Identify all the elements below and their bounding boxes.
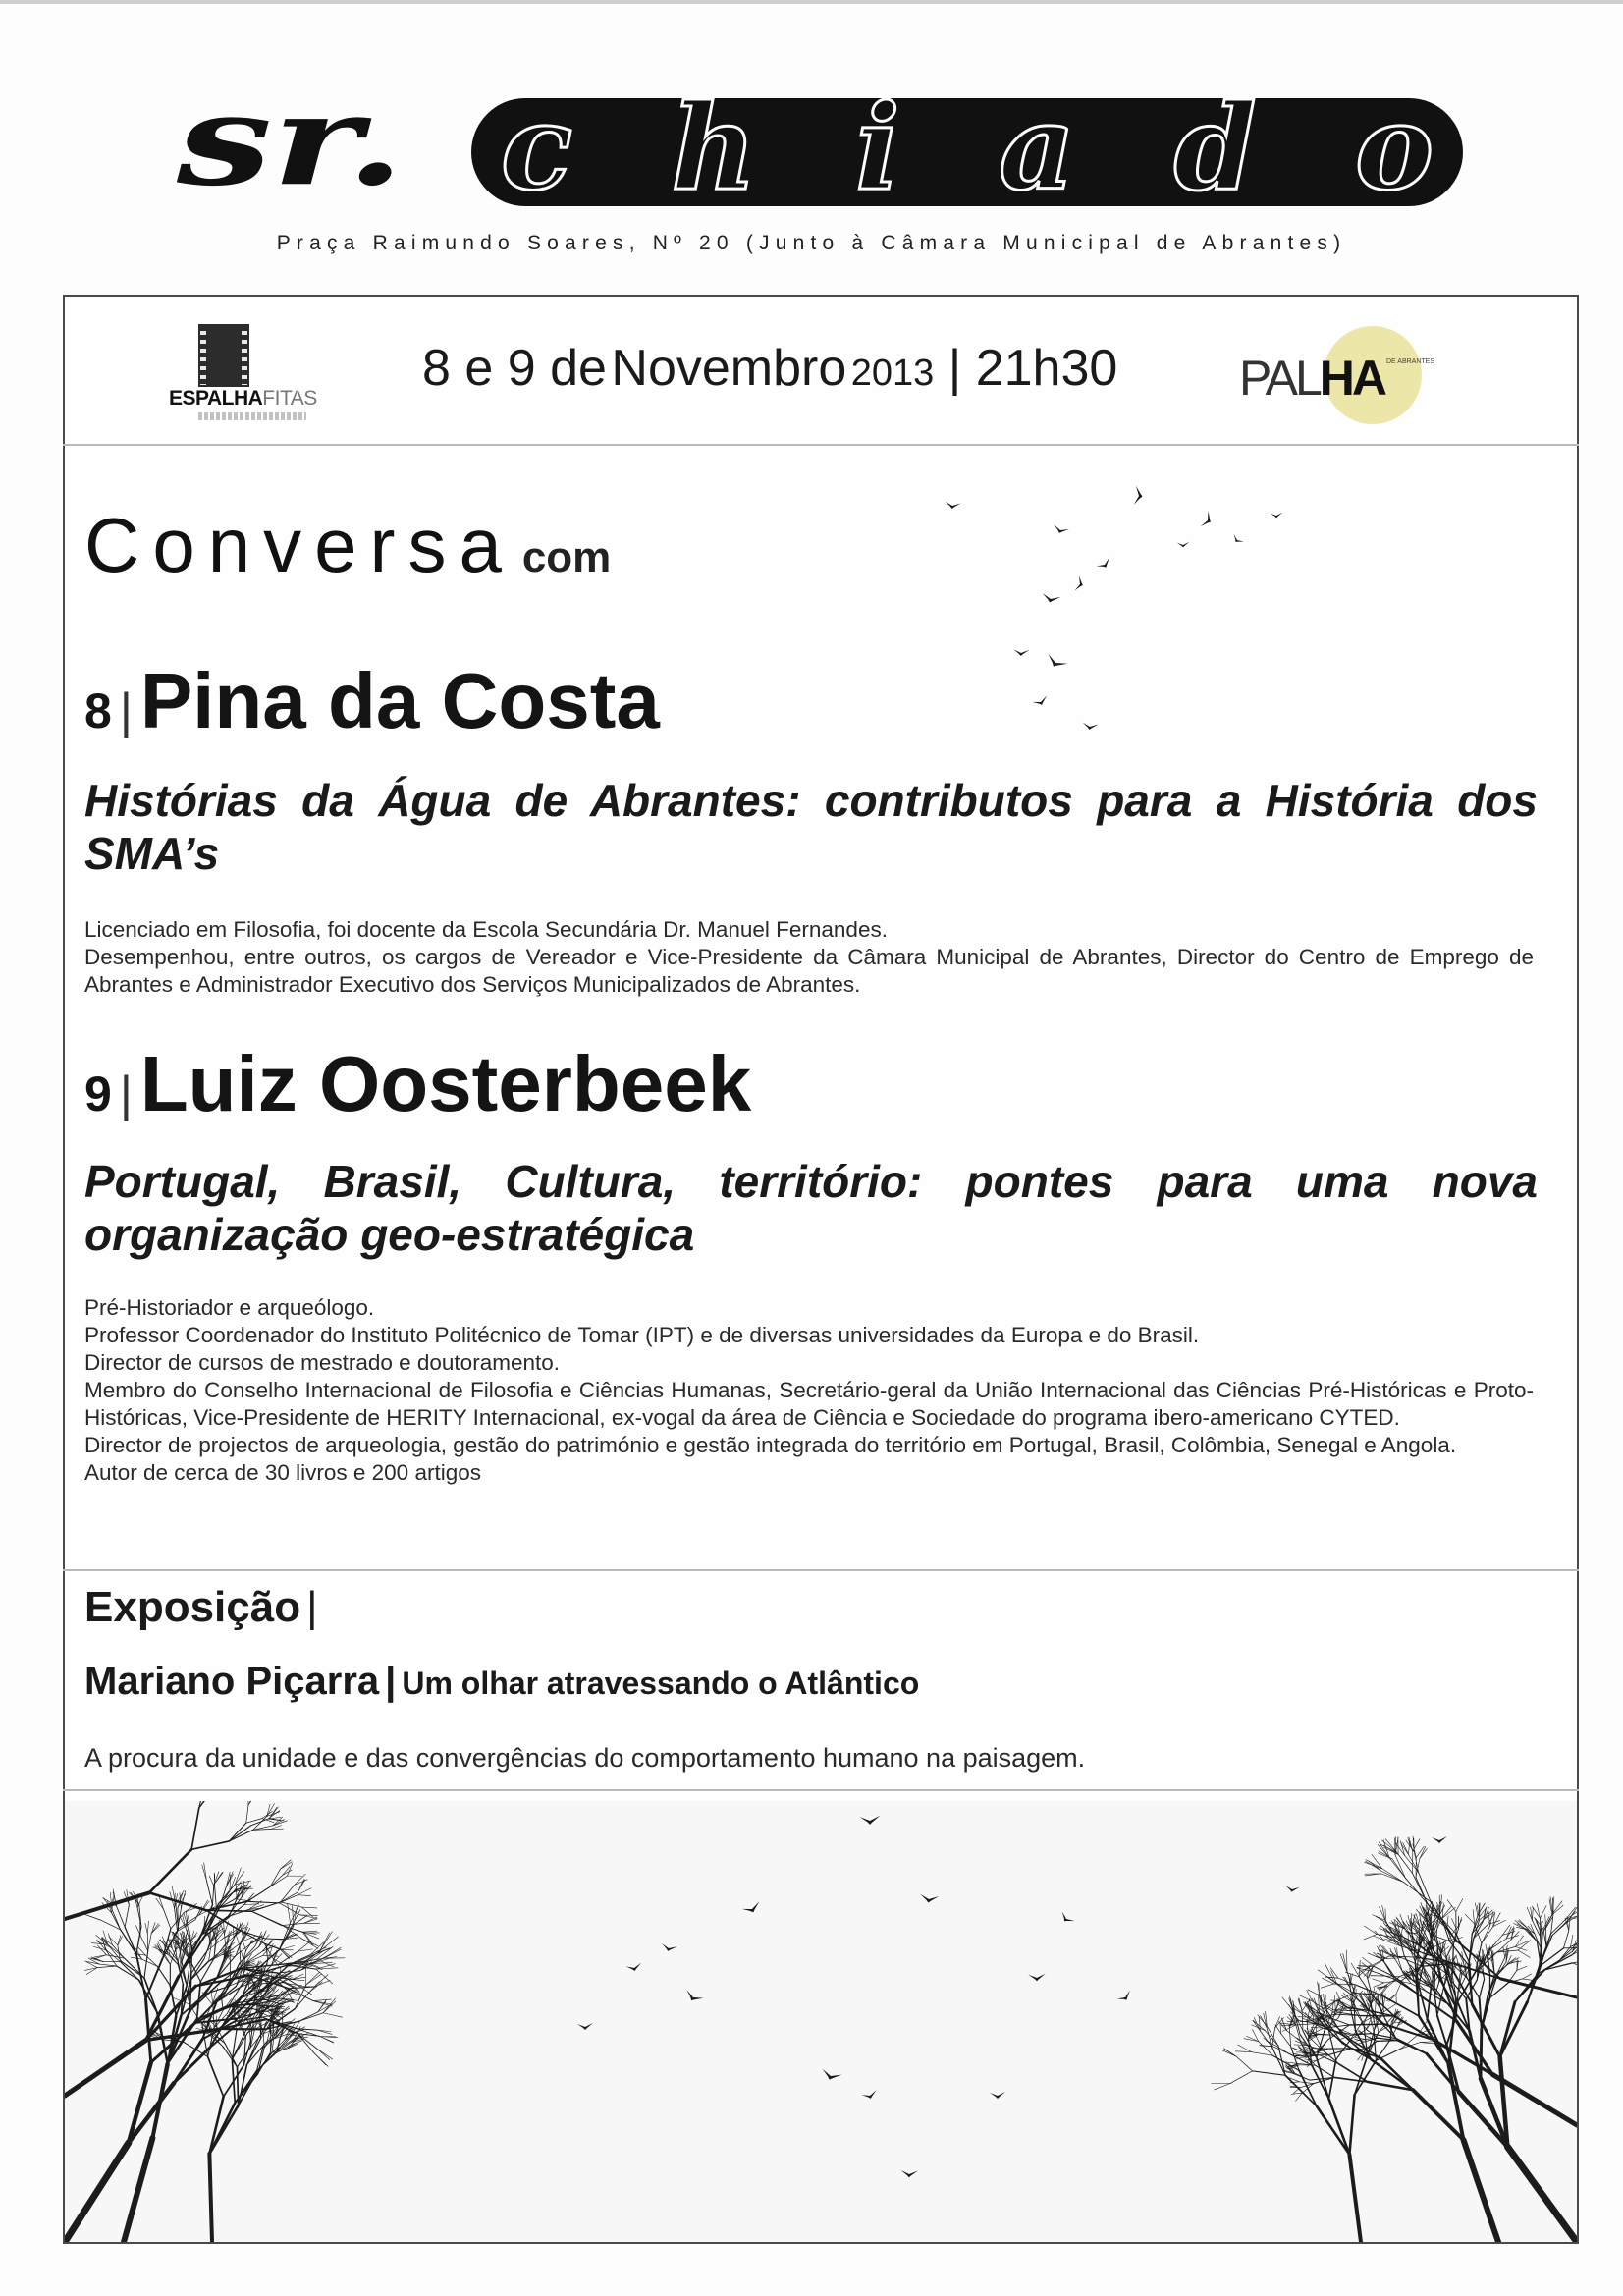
trees-and-birds-photo xyxy=(65,1801,1577,2242)
bird-mark xyxy=(1133,486,1145,506)
bird-mark xyxy=(1231,533,1244,546)
section-title-suffix: com xyxy=(521,533,612,581)
bio-line: Desempenhou, entre outros, os cargos de Vereador e Vice-Presidente da Câmara Municipal de Abrantes, Director do Centro de Emprego de Abrantes e Administrador Executivo dos Serviços Municipalizados de Abrantes. xyxy=(84,945,1534,997)
speaker-heading-2 xyxy=(84,1039,751,1129)
venue-address: Praça Raimundo Soares, Nº 20 (Junto à Câmara Municipal de Abrantes) xyxy=(276,232,1347,254)
date-year: 2013 xyxy=(850,353,935,394)
event-time: 21h30 xyxy=(975,340,1118,397)
speaker-name: Luiz Oosterbeek xyxy=(139,1040,752,1127)
date-days: 8 e 9 de xyxy=(422,340,607,397)
top-rule xyxy=(0,0,1623,4)
branch-mark xyxy=(209,2154,212,2242)
bird-mark xyxy=(1074,575,1086,592)
speaker-separator: | xyxy=(119,683,133,738)
bird-mark xyxy=(1013,648,1030,656)
exhibition-heading xyxy=(84,1583,318,1632)
exhibition-artist-line xyxy=(84,1660,919,1704)
date-separator: | xyxy=(947,340,962,397)
bird-mark xyxy=(1271,513,1283,519)
bird-mark xyxy=(1200,511,1215,529)
film-strip-icon xyxy=(198,324,249,387)
svg-text:sr.: sr. xyxy=(177,69,406,214)
bird-mark xyxy=(1041,592,1061,605)
talk-title-2: Portugal, Brasil, Cultura, território: pontes para uma nova organização geo-estratégica xyxy=(84,1156,1538,1260)
speaker-day: 9 xyxy=(84,1066,112,1121)
speaker-name: Pina da Costa xyxy=(139,657,660,744)
bio-line: Licenciado em Filosofia, foi docente da Escola Secundária Dr. Manuel Fernandes. xyxy=(84,917,888,942)
bio-line: Director de cursos de mestrado e doutoramento. xyxy=(84,1350,560,1375)
flying-birds-icon xyxy=(933,486,1306,741)
espalhafitas-logo xyxy=(169,324,336,422)
speaker-heading-1 xyxy=(84,656,660,746)
artist-separator: | xyxy=(385,1660,397,1703)
event-date xyxy=(422,339,1117,398)
date-month: Novembro xyxy=(611,340,847,397)
palha-caption: DE ABRANTES xyxy=(1386,358,1435,365)
speaker-bio-1 xyxy=(84,916,1534,999)
palha-wordmark: PALHA xyxy=(1239,351,1385,406)
branch-mark xyxy=(206,1910,251,1911)
espalhafitas-subtitle-mark xyxy=(198,412,306,420)
speaker-bio-2 xyxy=(84,1294,1534,1487)
speaker-separator: | xyxy=(119,1066,133,1121)
bio-line: Professor Coordenador do Instituto Politécnico de Tomar (IPT) e de diversas universidades da Europa e do Brasil. xyxy=(84,1323,1200,1347)
exhibition-description: A procura da unidade e das convergências do comportamento humano na paisagem. xyxy=(84,1743,1086,1773)
espalhafitas-wordmark: ESPALHAFITAS xyxy=(169,387,317,410)
venue-logo xyxy=(177,69,1483,216)
exhibition-heading-text: Exposição xyxy=(84,1583,301,1631)
exhibition-separator: | xyxy=(306,1583,318,1631)
bird-mark xyxy=(1052,524,1068,536)
bio-line: Autor de cerca de 30 livros e 200 artigos xyxy=(84,1460,481,1485)
branch-mark xyxy=(1349,2024,1383,2025)
bio-line: Pré-Historiador e arqueólogo. xyxy=(84,1295,375,1320)
bird-mark xyxy=(1082,722,1099,732)
bio-line: Membro do Conselho Internacional de Filosofia e Ciências Humanas, Secretário-geral da União Internacional das Ciências Pré-Históricas e Proto-Históricas, Vice-Presidente de HERITY Internacional, ex-vogal da área de Ciência e Sociedade do programa ibero-americano CYTED. xyxy=(84,1378,1534,1430)
svg-text:chiado: chiado xyxy=(501,79,1434,216)
bird-mark xyxy=(945,501,961,511)
bird-mark xyxy=(1032,696,1049,708)
exhibition-title: Um olhar atravessando o Atlântico xyxy=(402,1666,920,1701)
bird-mark xyxy=(1096,558,1112,572)
header-divider xyxy=(63,444,1579,446)
branch-mark xyxy=(1377,2041,1397,2042)
artist-name: Mariano Piçarra xyxy=(84,1660,380,1703)
photo-divider xyxy=(63,1789,1579,1791)
bio-line: Director de projectos de arqueologia, gestão do património e gestão integrada do território em Portugal, Brasil, Colômbia, Senegal e Angola. xyxy=(84,1433,1457,1457)
bird-mark xyxy=(1177,542,1190,548)
bird-mark xyxy=(1044,653,1067,673)
speaker-day: 8 xyxy=(84,683,112,738)
talk-title-1: Histórias da Água de Abrantes: contributos para a História dos SMA’s xyxy=(84,775,1538,879)
palha-logo xyxy=(1239,336,1494,434)
section-title-main: Conversa xyxy=(84,502,514,588)
exhibition-divider xyxy=(63,1569,1579,1571)
section-title xyxy=(84,501,611,590)
